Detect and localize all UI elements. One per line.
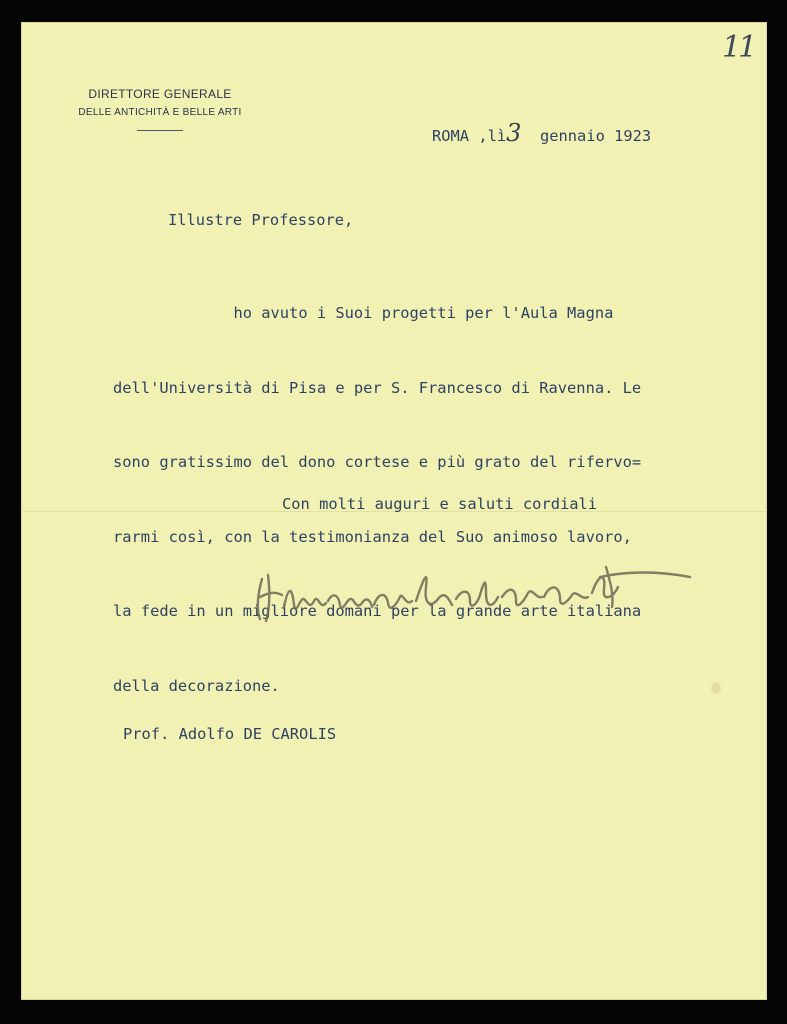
closing-line: Con molti auguri e saluti cordiali <box>282 495 598 513</box>
body-line: sono gratissimo del dono cortese e più grato del rifervo= <box>113 453 642 471</box>
letterhead-line-1: DIRETTORE GENERALE <box>88 87 232 101</box>
body-line: rarmi così, con la testimonianza del Suo animoso lavoro, <box>113 527 632 546</box>
page-number: 11 <box>722 30 755 65</box>
letterhead-line-2: DELLE ANTICHITÀ E BELLE ARTI <box>78 107 242 118</box>
date-day-handwritten: 3 <box>506 119 522 147</box>
body-line: della decorazione. <box>113 676 280 695</box>
salutation: Illustre Professore, <box>168 211 354 229</box>
paper-stain <box>711 682 721 694</box>
date-month-year: gennaio 1923 <box>539 127 652 145</box>
body-line: la fede in un migliore domani per la grande arte italiana <box>113 602 642 620</box>
date-line <box>432 119 651 147</box>
handwritten-signature <box>248 557 708 629</box>
letterhead <box>60 87 260 131</box>
signature-drawing <box>248 557 708 629</box>
addressee: Prof. Adolfo DE CAROLIS <box>123 725 337 743</box>
body-line: dell'Università di Pisa e per S. Francesco di Ravenna. Le <box>113 378 642 397</box>
date-place: ROMA ,lì <box>432 127 507 145</box>
letterhead-rule <box>137 130 183 131</box>
body-line: ho avuto i Suoi progetti per l'Aula Magna <box>113 304 614 322</box>
